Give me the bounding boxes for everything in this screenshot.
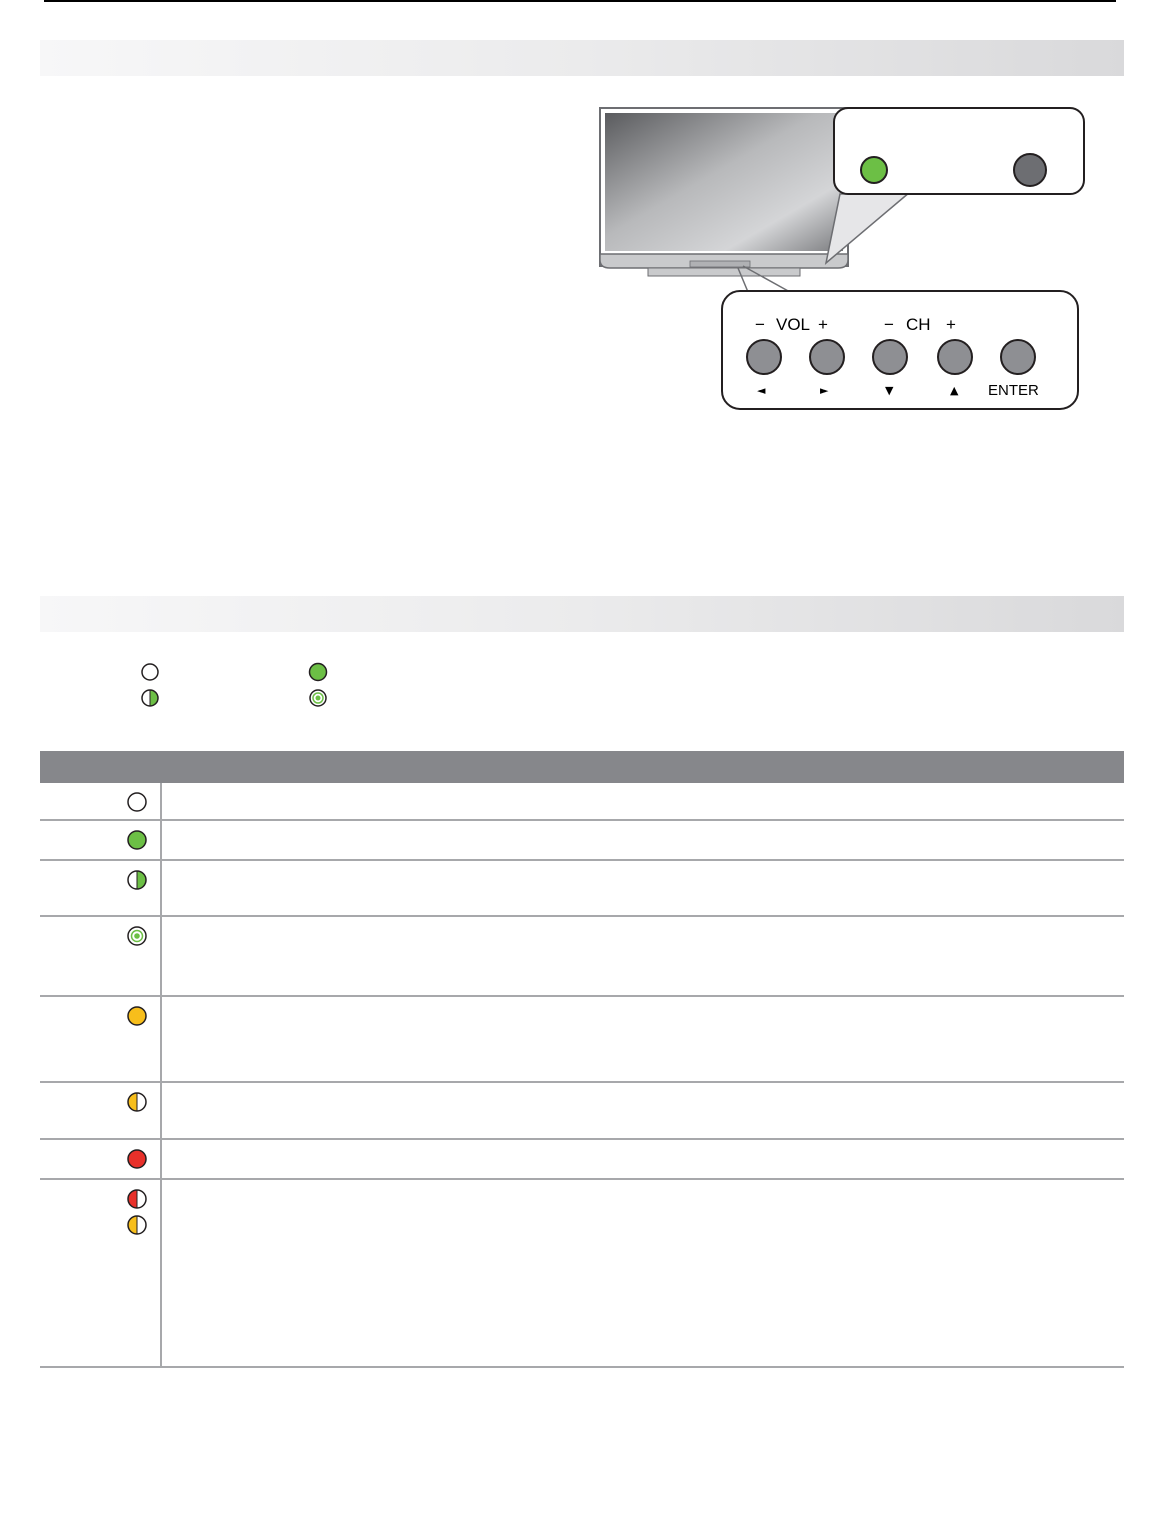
vol-label: VOL <box>776 315 811 334</box>
led-green-ring-icon <box>126 925 148 947</box>
indicator-cell <box>40 821 162 859</box>
led-off-icon <box>126 791 148 813</box>
indicator-cell <box>40 997 162 1081</box>
led-red-icon <box>126 1148 148 1170</box>
led-red-half-icon <box>126 1188 148 1210</box>
up-arrow-icon: ▲ <box>950 384 959 397</box>
table-row <box>40 917 1124 997</box>
top-rule <box>44 0 1116 2</box>
enter-button[interactable] <box>1001 340 1035 374</box>
table-row <box>40 861 1124 917</box>
table-row <box>40 821 1124 861</box>
ch-up-button[interactable] <box>938 340 972 374</box>
led-status-table <box>40 751 1124 1368</box>
indicator-cell <box>40 783 162 819</box>
tv-stand <box>648 268 800 276</box>
ch-minus-label: − <box>884 315 894 334</box>
led-green-icon <box>126 829 148 851</box>
section-band-indicators <box>40 596 1124 632</box>
table-header <box>40 751 1124 783</box>
led-green-solid-icon <box>308 662 328 682</box>
ch-down-button[interactable] <box>873 340 907 374</box>
table-row <box>40 1180 1124 1368</box>
indicator-cell <box>40 1083 162 1138</box>
vol-up-button[interactable] <box>810 340 844 374</box>
enter-label: ENTER <box>988 382 1039 399</box>
power-led-icon <box>861 157 887 183</box>
ch-plus-label: + <box>946 315 956 334</box>
indicator-cell <box>40 1140 162 1178</box>
indicator-cell <box>40 1180 162 1366</box>
tv-front-illustration <box>600 98 1100 428</box>
legend-off <box>140 662 160 682</box>
indicator-cell <box>40 917 162 995</box>
led-yellow-half-icon <box>126 1214 148 1236</box>
vol-down-button[interactable] <box>747 340 781 374</box>
left-arrow-icon: ◄ <box>757 384 766 397</box>
led-yellow-half-icon <box>126 1091 148 1113</box>
tv-screen <box>605 113 843 251</box>
indicator-led-icon <box>1014 154 1046 186</box>
vol-minus-label: − <box>755 315 765 334</box>
section-band-controls <box>40 40 1124 76</box>
table-row <box>40 783 1124 821</box>
ch-label: CH <box>906 315 931 334</box>
table-row <box>40 997 1124 1083</box>
led-green-half-icon <box>126 869 148 891</box>
down-arrow-icon: ▼ <box>885 384 894 397</box>
legend-green-ring <box>308 688 328 708</box>
legend-green <box>308 662 328 682</box>
vol-plus-label: + <box>818 315 828 334</box>
legend-green-half <box>140 688 160 708</box>
indicator-cell <box>40 861 162 915</box>
table-row <box>40 1083 1124 1140</box>
led-green-ring-icon <box>308 688 328 708</box>
right-arrow-icon: ► <box>820 384 829 397</box>
led-off-icon <box>140 662 160 682</box>
led-green-half-icon <box>140 688 160 708</box>
led-yellow-icon <box>126 1005 148 1027</box>
table-row <box>40 1140 1124 1180</box>
